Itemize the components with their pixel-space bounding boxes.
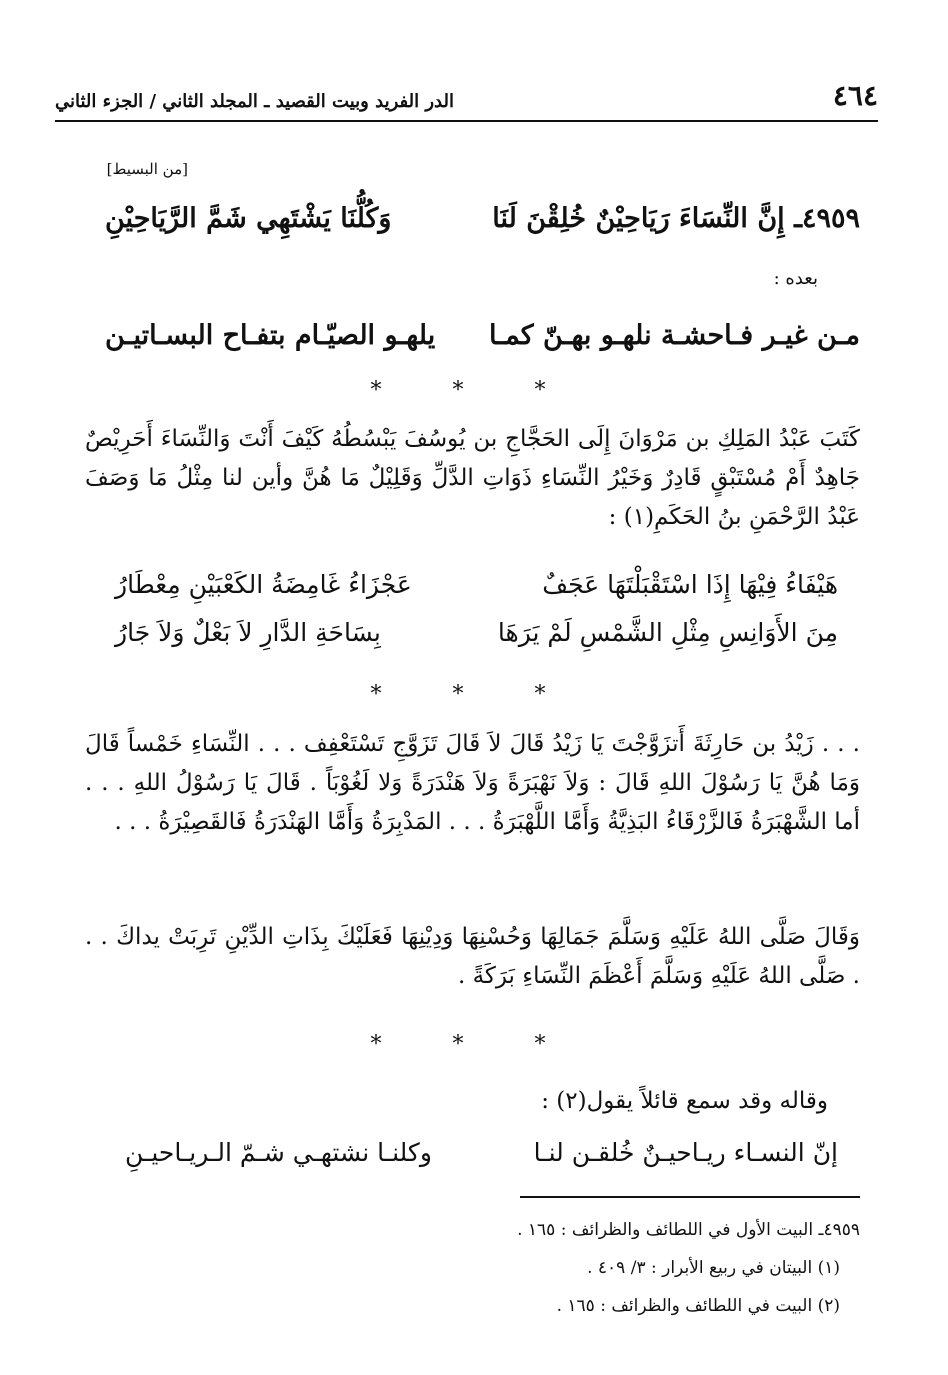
verse-4959	[105, 203, 860, 234]
paragraph-2: . . . زَيْدُ بن حَارِثَةَ أَتزَوَّجْتَ يَا زَيْدُ قَالَ لاَ قَالَ تَزَوَّجِ تَسْتَعْفِف . . . النِّسَاءِ خَمْساً قَالَ وَمَا هُنَّ يَا رَسُوْلَ اللهِ قَالَ : وَلاَ نَهْبَرَةً وَلاَ هَنْدَرَةً وَلا لَغُوْبَاً . قَالَ يَا رَسُوْلُ اللهِ . . . أما الشَّهْبَرَةُ فَالزَّرْقَاءُ البَذِيَّةُ وَأَمَّا اللَّهْبَرَةُ . . . المَدْبِرَةُ وَأَمَّا الهَنْدَرَةُ فَالقَصِيْرَةُ . . .	[85, 731, 860, 835]
verse-pair-2-second: بِسَاحَةِ الدَّارِ لاَ بَعْلٌ وَلاَ جَارُ	[115, 618, 381, 647]
paragraph-4: وقاله وقد سمع قائلاً يقول(٢) :	[541, 1088, 828, 1114]
verse-first-hemistich	[492, 203, 860, 234]
after-verse-second-hemistich: يلهـو الصيّـام بتفـاح البسـاتيـن	[105, 320, 436, 351]
paragraph-3: وَقَالَ صَلَّى اللهُ عَلَيْهِ وَسَلَّمَ جَمَالِهَا وَحُسْنِهَا وَدِيْنِهَا فَعَلَيْكَ بِذَاتِ الدِّيْنِ تَرِبَتْ يداكَ . . . صَلَّى اللهُ عَلَيْهِ وَسَلَّمَ أَعْظَمَ النِّسَاءِ بَرَكَةً .	[85, 924, 860, 989]
verse-pair-1	[115, 570, 838, 599]
page-header	[55, 62, 878, 122]
section-divider: * * *	[370, 682, 578, 707]
footnote-2: (٢) البيت في اللطائف والظرائف : ١٦٥ .	[556, 1296, 840, 1316]
page-number: ٤٦٤	[832, 79, 878, 112]
footnote-4959: ٤٩٥٩ـ البيت الأول في اللطائف والظرائف : ١٦٥ .	[517, 1220, 860, 1240]
verse-number: ٤٩٥٩ـ	[794, 203, 860, 234]
running-title: الدر الفريد وبيت القصيد ـ المجلد الثاني / الجزء الثاني	[55, 91, 454, 112]
section-divider: * * *	[370, 1032, 578, 1057]
footnote-divider	[520, 1196, 860, 1198]
final-verse-first: إنّ النسـاء ريـاحيـنٌ خُلقـن لنـا	[533, 1138, 838, 1167]
after-label: بعده :	[773, 268, 818, 289]
meter-tag: [من البسيط]	[106, 160, 188, 178]
section-divider: * * *	[370, 378, 578, 403]
after-verse	[105, 320, 860, 351]
verse-pair-1-first: هَيْفَاءُ فِيْهَا إِذَا اسْتَقْبَلْتَهَا عَجَفٌ	[542, 570, 838, 599]
final-verse	[125, 1138, 838, 1167]
verse-pair-2-first: مِنَ الأَوَانِسِ مِثْلِ الشَّمْسِ لَمْ يَرَهَا	[497, 618, 838, 647]
after-verse-first-hemistich: مـن غيـر فـاحشـة نلهـو بهـنّ كمـا	[489, 320, 860, 351]
verse-second-hemistich: وَكُلُّنَا يَشْتَهِي شَمَّ الرَّيَاحِيْنِ	[105, 203, 392, 234]
paragraph-1: كَتَبَ عَبْدُ المَلِكِ بن مَرْوَانَ إِلَى الحَجَّاجِ بن يُوسُفَ يَبْسُطُهُ كَيْفَ أَنْتَ وَالنِّسَاءَ أَحَرِيْصٌ جَاهِدٌ أَمْ مُسْتَبْقٍ قَادِرٌ وَخَيْرُ النِّسَاءِ ذَوَاتِ الدَّلِّ وَقَلِيْلٌ مَا هُنَّ وأين لنا مِثْلُ مَا وَصَفَ عَبْدُ الرَّحْمَنِ بنُ الحَكَمِ(١) :	[85, 426, 860, 530]
footnote-1: (١) البيتان في ربيع الأبرار : ٣/ ٤٠٩ .	[587, 1258, 840, 1278]
final-verse-second: وكلنـا نشتهـي شـمّ الـريـاحيـنِ	[125, 1138, 432, 1167]
verse-first-hemistich-text: إِنَّ النِّسَاءَ رَيَاحِيْنٌ خُلِقْنَ لَنَا	[492, 203, 785, 234]
verse-pair-2	[115, 618, 838, 647]
verse-pair-1-second: عَجْزَاءُ غَامِضَةُ الكَعْبَيْنِ مِعْطَارُ	[115, 570, 412, 599]
